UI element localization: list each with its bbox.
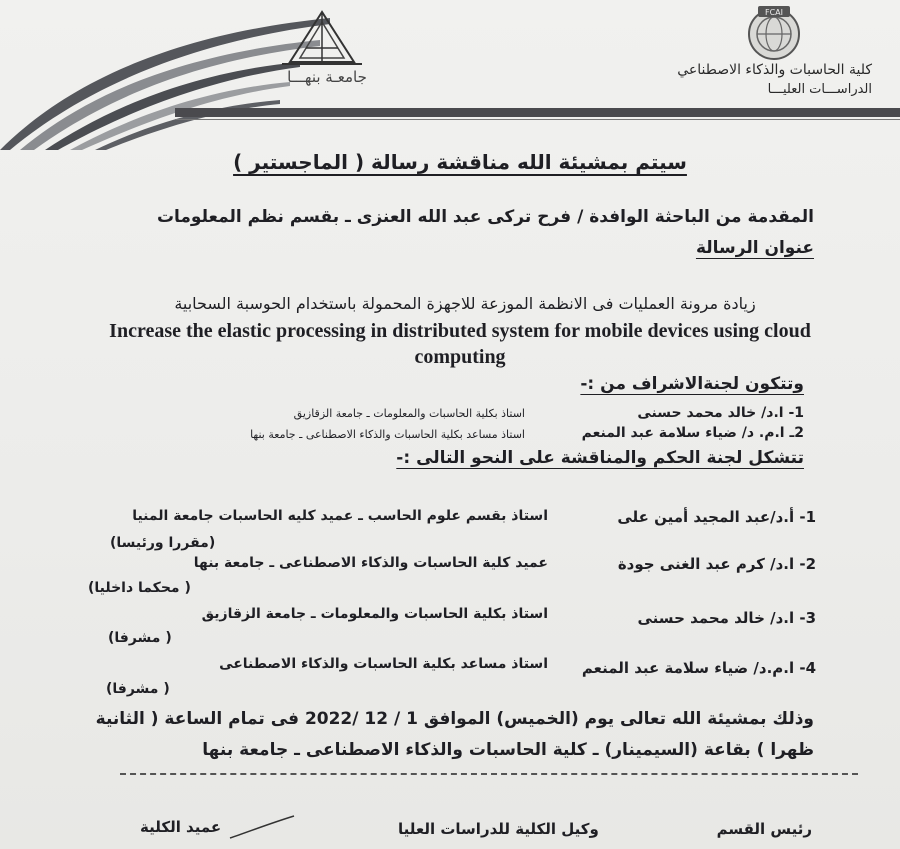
- jury-member-role: ( مشرفا): [106, 681, 170, 697]
- jury-member-name: 4- ا.م.د/ ضياء سلامة عبد المنعم: [581, 659, 816, 677]
- defense-location-line: ظهرا ) بقاعة (السيمينار) ـ كلية الحاسبات والذكاء الاصطناعى ـ جامعة بنها: [202, 740, 814, 760]
- faculty-department: الدراســـات العليـــا: [767, 82, 872, 97]
- researcher-intro: المقدمة من الباحثة الوافدة / فرح تركى عبد الله العنزى ـ بقسم نظم المعلومات: [156, 207, 814, 227]
- header-divider: [175, 108, 900, 117]
- supervisor-name: 1- ا.د/ خالد محمد حسنى: [637, 405, 804, 421]
- jury-member-name: 2- ا.د/ كرم عبد الغنى جودة: [617, 555, 816, 573]
- jury-member-role: ( محكما داخليا): [88, 580, 191, 596]
- university-name: جامعـة بنهـــا: [287, 68, 367, 86]
- signature-department-head: رئيس القسم: [716, 820, 812, 838]
- jury-member-desc: عميد كلية الحاسبات والذكاء الاصطناعى ـ جامعة بنها: [193, 555, 548, 571]
- announcement-title: سيتم بمشيئة الله مناقشة رسالة ( الماجستير ): [233, 150, 687, 174]
- thesis-title-label: عنوان الرسالة: [695, 238, 814, 258]
- defense-details: [64, 704, 814, 766]
- signature-dean: عميد الكلية: [140, 818, 222, 836]
- defense-date-line: وذلك بمشيئة الله تعالى يوم (الخميس) الموافق 1 / 12 /2022 فى تمام الساعة ( الثانية: [95, 709, 814, 729]
- jury-member-desc: استاذ مساعد بكلية الحاسبات والذكاء الاصطناعى: [219, 656, 548, 672]
- supervisor-desc: استاذ مساعد بكلية الحاسبات والذكاء الاصطناعى ـ جامعة بنها: [250, 428, 525, 441]
- signature-vice-dean: وكيل الكلية للدراسات العليا: [398, 820, 599, 838]
- benha-university-logo: [262, 8, 382, 68]
- thesis-title-english: Increase the elastic processing in distributed system for mobile devices using cloud computing: [109, 320, 811, 368]
- jury-member-role: ( مشرفا): [108, 630, 172, 646]
- jury-member-role: (مقررا ورئيسا): [110, 535, 216, 551]
- thesis-title-arabic: زيادة مرونة العمليات فى الانظمة الموزعة للاجهزة المحمولة باستخدام الحوسبة السحابية: [174, 294, 756, 313]
- supervision-heading: وتتكون لجنةالاشراف من :-: [580, 374, 804, 394]
- faculty-logo-text: FCAI: [764, 8, 784, 17]
- supervisor-name: 2ـ ا.م. د/ ضياء سلامة عبد المنعم: [581, 425, 804, 441]
- faculty-name: كلية الحاسبات والذكاء الاصطناعي: [677, 62, 872, 78]
- handwritten-signature: [228, 812, 298, 842]
- supervisor-desc: استاذ بكلية الحاسبات والمعلومات ـ جامعة الزقازيق: [293, 407, 525, 420]
- header-divider-thin: [175, 119, 900, 120]
- jury-member-desc: استاذ بكلية الحاسبات والمعلومات ـ جامعة الزقازيق: [201, 606, 548, 622]
- jury-member-name: 1- أ.د/عبد المجيد أمين على: [617, 508, 816, 526]
- dashed-separator: [120, 773, 858, 775]
- jury-member-desc: استاذ بقسم علوم الحاسب ـ عميد كليه الحاسبات جامعة المنيا: [132, 508, 548, 524]
- jury-member-name: 3- ا.د/ خالد محمد حسنى: [637, 609, 816, 627]
- faculty-logo: [738, 2, 810, 62]
- jury-heading: تتشكل لجنة الحكم والمناقشة على النحو التالى :-: [396, 448, 804, 468]
